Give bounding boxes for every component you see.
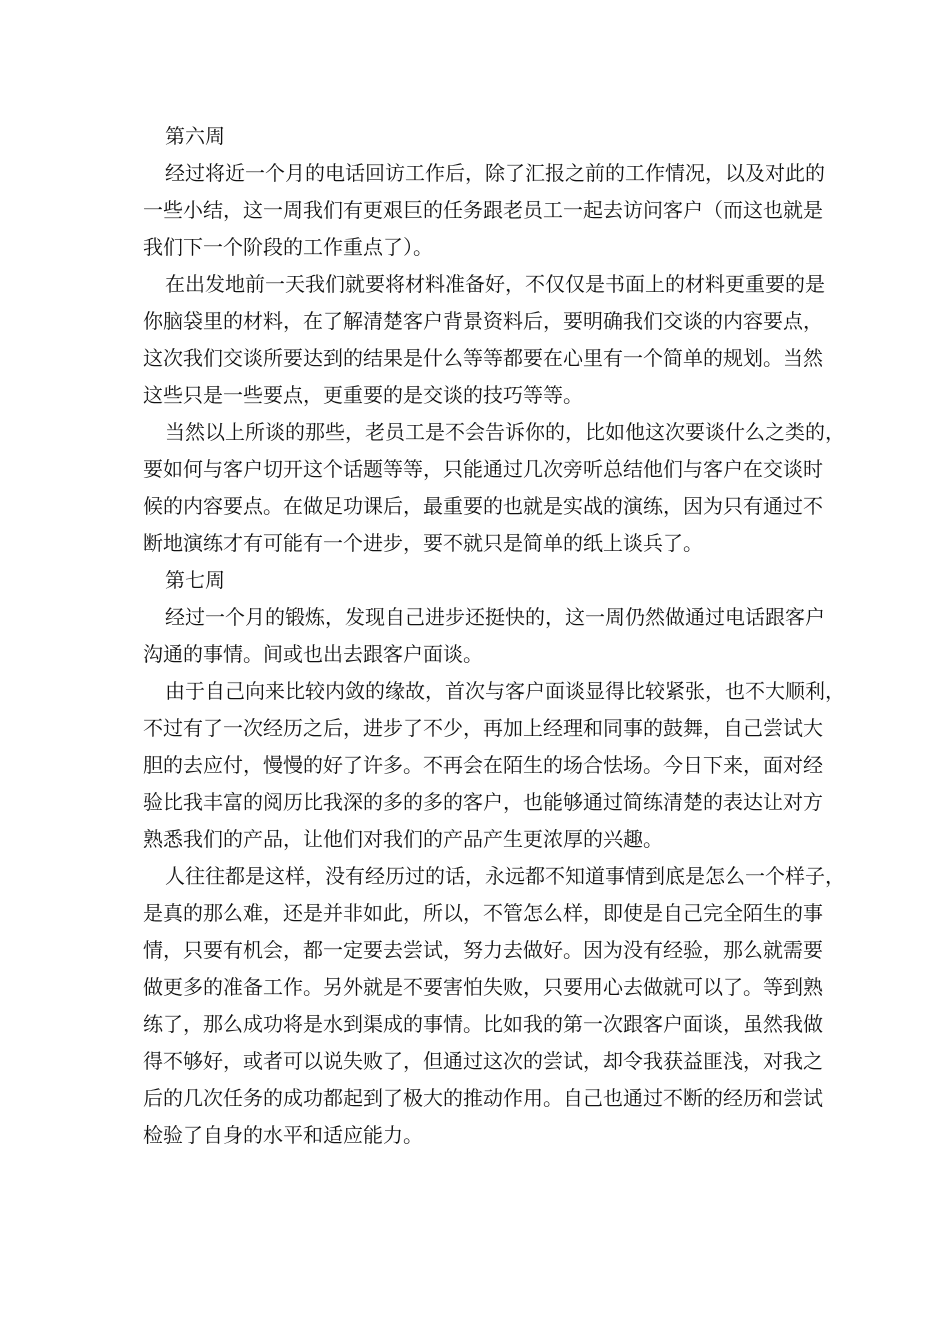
text-line: 在出发地前一天我们就要将材料准备好，不仅仅是书面上的材料更重要的是 [165, 272, 825, 296]
text-line: 断地演练才有可能有一个进步，要不就只是简单的纸上谈兵了。 [143, 531, 703, 555]
text-line: 经过将近一个月的电话回访工作后，除了汇报之前的工作情况，以及对此的 [165, 161, 825, 185]
text-line: 得不够好，或者可以说失败了，但通过这次的尝试，却令我获益匪浅，对我之 [143, 1049, 823, 1073]
text-line: 人往往都是这样，没有经历过的话，永远都不知道事情到底是怎么一个样子， [165, 864, 845, 888]
text-line: 你脑袋里的材料，在了解清楚客户背景资料后，要明确我们交谈的内容要点， [143, 309, 823, 333]
paragraph-week7-2 [143, 673, 845, 858]
text-line: 由于自己向来比较内敛的缘故，首次与客户面谈显得比较紧张，也不大顺利， [165, 679, 845, 703]
paragraph-week7-3 [143, 858, 845, 1154]
paragraph-week7-1 [143, 599, 825, 673]
text-line: 我们下一个阶段的工作重点了）。 [143, 235, 433, 259]
paragraph-week6-2 [143, 266, 825, 414]
text-line: 做更多的准备工作。另外就是不要害怕失败，只要用心去做就可以了。等到熟 [143, 975, 823, 999]
section-title: 第七周 [165, 568, 225, 592]
paragraph-week6-1 [143, 155, 825, 266]
text-line: 后的几次任务的成功都起到了极大的推动作用。自己也通过不断的经历和尝试 [143, 1086, 823, 1110]
text-line: 沟通的事情。间或也出去跟客户面谈。 [143, 642, 483, 666]
text-line: 经过一个月的锻炼，发现自己进步还挺快的，这一周仍然做通过电话跟客户 [165, 605, 825, 629]
text-line: 情，只要有机会，都一定要去尝试，努力去做好。因为没有经验，那么就需要 [143, 938, 823, 962]
text-line: 胆的去应付，慢慢的好了许多。不再会在陌生的场合怯场。今日下来，面对经 [143, 753, 823, 777]
text-line: 这些只是一些要点，更重要的是交谈的技巧等等。 [143, 383, 583, 407]
text-line: 验比我丰富的阅历比我深的多的多的客户，也能够通过简练清楚的表达让对方 [143, 790, 823, 814]
text-line: 一些小结，这一周我们有更艰巨的任务跟老员工一起去访问客户（而这也就是 [143, 198, 823, 222]
text-line: 当然以上所谈的那些，老员工是不会告诉你的，比如他这次要谈什么之类的， [165, 420, 845, 444]
section-heading-week-7 [143, 562, 813, 599]
text-line: 练了，那么成功将是水到渠成的事情。比如我的第一次跟客户面谈，虽然我做 [143, 1012, 823, 1036]
text-line: 熟悉我们的产品，让他们对我们的产品产生更浓厚的兴趣。 [143, 827, 663, 851]
text-line: 要如何与客户切开这个话题等等，只能通过几次旁听总结他们与客户在交谈时 [143, 457, 823, 481]
section-title: 第六周 [165, 124, 225, 148]
text-line: 候的内容要点。在做足功课后，最重要的也就是实战的演练，因为只有通过不 [143, 494, 823, 518]
section-heading-week-6 [143, 118, 813, 155]
text-line: 是真的那么难，还是并非如此，所以，不管怎么样，即使是自己完全陌生的事 [143, 901, 823, 925]
document-body [143, 118, 845, 1154]
text-line: 这次我们交谈所要达到的结果是什么等等都要在心里有一个简单的规划。当然 [143, 346, 823, 370]
text-line: 检验了自身的水平和适应能力。 [143, 1123, 423, 1147]
paragraph-week6-3 [143, 414, 845, 562]
text-line: 不过有了一次经历之后，进步了不少，再加上经理和同事的鼓舞，自己尝试大 [143, 716, 823, 740]
